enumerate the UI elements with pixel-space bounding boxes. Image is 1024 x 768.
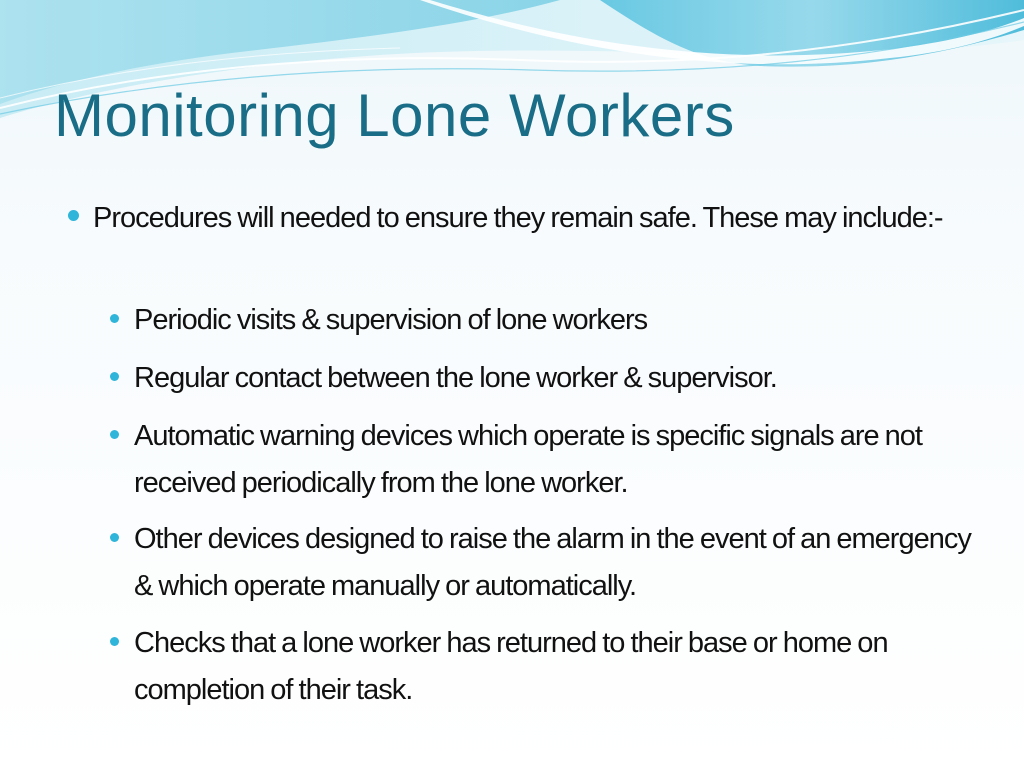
sub-bullet-other-devices [134,516,994,610]
slide-title: Monitoring Lone Workers [54,82,735,149]
filled-circle-bullet-icon [110,637,119,646]
bullet-procedures [93,194,963,243]
bullet-text: Procedures will needed to ensure they remain safe. These may include:- [93,202,943,234]
sub-bullet-checks-return [134,620,994,714]
sub-bullet-text: Other devices designed to raise the alarm in the event of an emergency & which operate manually or automatically. [134,523,971,602]
filled-circle-bullet-icon [68,210,79,221]
sub-bullet-regular-contact [134,355,994,402]
sub-bullet-text: Checks that a lone worker has returned to their base or home on completion of their task. [134,627,888,706]
sub-bullet-text: Periodic visits & supervision of lone workers [134,304,648,336]
filled-circle-bullet-icon [110,430,119,439]
filled-circle-bullet-icon [110,533,119,542]
filled-circle-bullet-icon [110,314,119,323]
sub-bullet-text: Automatic warning devices which operate is specific signals are not received periodically from the lone worker. [134,420,922,499]
sub-bullet-text: Regular contact between the lone worker & supervisor. [134,362,777,394]
sub-bullet-automatic-warning [134,413,994,507]
sub-bullet-periodic-visits [134,297,994,344]
filled-circle-bullet-icon [110,372,119,381]
